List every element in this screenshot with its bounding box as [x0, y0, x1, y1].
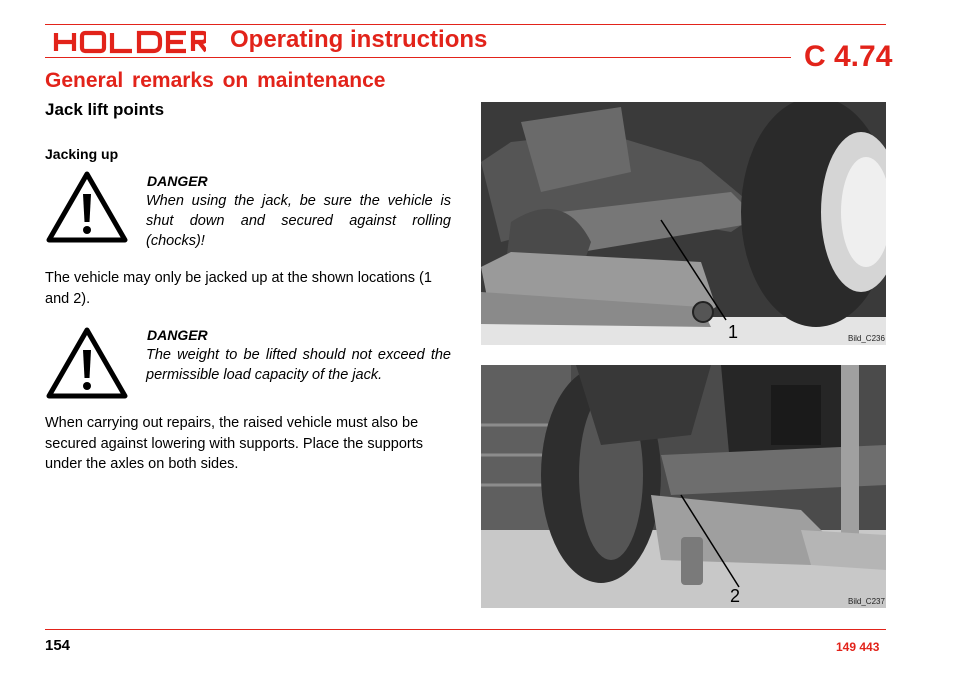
paragraph-jack-locations: The vehicle may only be jacked up at the shown locations (1 and 2).: [45, 270, 432, 307]
warning-1-title: DANGER: [147, 173, 208, 189]
warning-triangle-icon: [45, 170, 129, 244]
document-title: Operating instructions: [230, 26, 488, 53]
holder-logo: [52, 28, 206, 56]
header-bottom-rule: [45, 57, 791, 58]
header-top-rule: [45, 24, 886, 25]
warning-1-text: When using the jack, be sure the vehicle is shut down and secured against rolling (chocks)!: [146, 193, 451, 249]
figure-1-caption: Bild_C236: [848, 334, 885, 343]
page-number: 154: [45, 637, 71, 654]
document-number: 149 443: [836, 640, 880, 654]
callout-2: 2: [730, 586, 741, 606]
warning-triangle-icon: [45, 326, 129, 400]
photo-jack-point-1: [481, 102, 886, 345]
paragraph-supports: When carrying out repairs, the raised vehicle must also be secured against lowering with supports. Place the supports under the axles on both sides.: [45, 415, 424, 472]
footer-rule: [45, 629, 886, 630]
figure-2-caption: Bild_C237: [848, 597, 885, 606]
photo-jack-point-2: [481, 365, 886, 608]
section-code: C 4.74: [804, 40, 893, 73]
subsection-title: Jack lift points: [45, 100, 165, 119]
callout-1: 1: [728, 322, 739, 342]
section-title: General remarks on maintenance: [45, 69, 386, 92]
subsubsection-title: Jacking up: [45, 146, 119, 162]
warning-2-title: DANGER: [147, 327, 208, 343]
warning-2-text: The weight to be lifted should not exceed the permissible load capacity of the jack.: [146, 347, 451, 383]
